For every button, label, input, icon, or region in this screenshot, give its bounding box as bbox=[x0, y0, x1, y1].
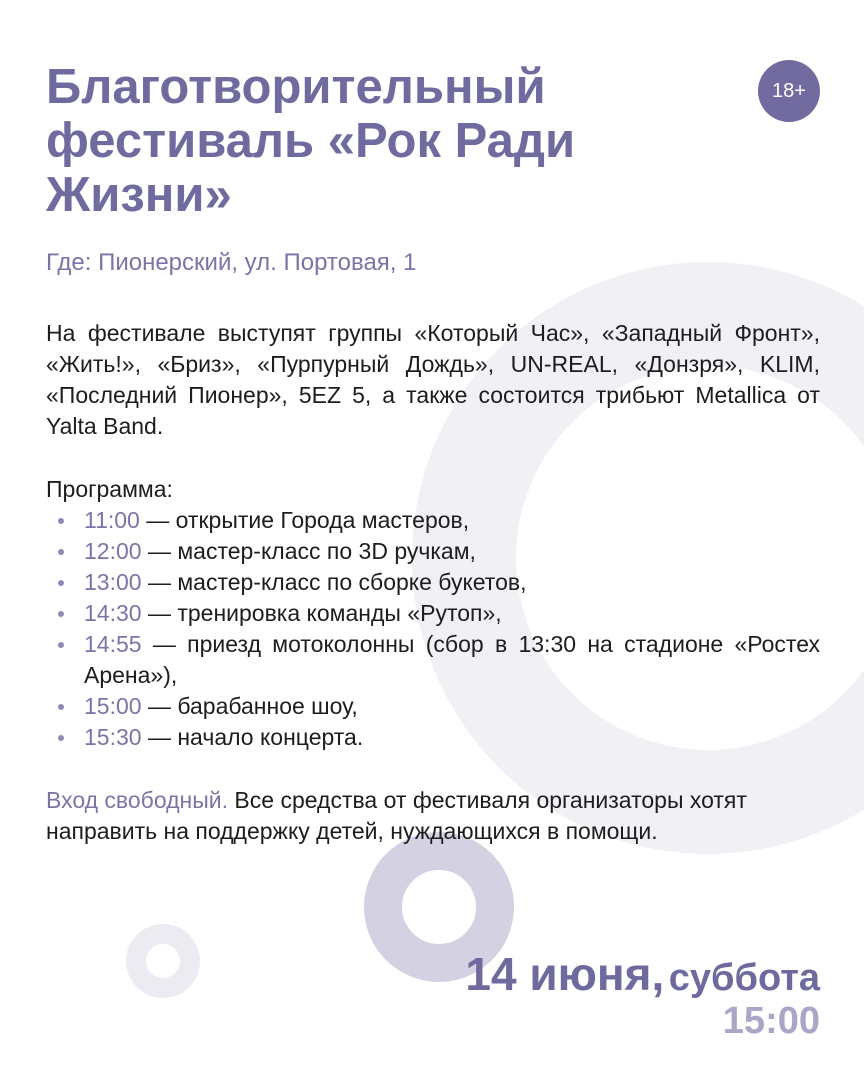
schedule-time: 15:00 bbox=[84, 693, 142, 719]
schedule-time: 12:00 bbox=[84, 538, 142, 564]
schedule-item bbox=[46, 691, 820, 722]
schedule-text: — приезд мотоколонны (сбор в 13:30 на стадионе «Ростех Арена»), bbox=[84, 631, 820, 688]
schedule-list bbox=[46, 505, 820, 753]
schedule-time: 14:55 bbox=[84, 631, 142, 657]
schedule-item bbox=[46, 598, 820, 629]
date-weekday: суббота bbox=[668, 957, 820, 999]
schedule-item bbox=[46, 629, 820, 691]
schedule-time: 11:00 bbox=[84, 507, 140, 533]
schedule-text: — открытие Города мастеров, bbox=[139, 507, 470, 533]
schedule-item bbox=[46, 536, 820, 567]
date-day: 14 июня, bbox=[465, 948, 665, 1000]
decorative-ring-small bbox=[126, 924, 200, 998]
entry-note bbox=[46, 785, 820, 847]
schedule-time: 15:30 bbox=[84, 724, 142, 750]
event-title: Благотворительный фестиваль «Рок Ради Жизни» bbox=[46, 60, 576, 222]
free-entry-label: Вход свободный. bbox=[46, 787, 229, 813]
bullet-icon bbox=[58, 611, 64, 617]
bullet-icon bbox=[58, 549, 64, 555]
schedule-text: — мастер-класс по сборке букетов, bbox=[141, 569, 527, 595]
bullet-icon bbox=[58, 735, 64, 741]
schedule-text: — тренировка команды «Рутоп», bbox=[141, 600, 502, 626]
schedule-item bbox=[46, 567, 820, 598]
bullet-icon bbox=[58, 704, 64, 710]
bullet-icon bbox=[58, 580, 64, 586]
age-rating-badge: 18+ bbox=[758, 60, 820, 122]
schedule-item bbox=[46, 722, 820, 753]
bullet-icon bbox=[58, 642, 64, 648]
bullet-icon bbox=[58, 518, 64, 524]
entry-text: Все средства от фестиваля организаторы хотят направить на поддержку детей, нуждающихся в помощи. bbox=[46, 787, 747, 844]
schedule-time: 14:30 bbox=[84, 600, 142, 626]
program-label: Программа: bbox=[46, 476, 173, 502]
event-location: Где: Пионерский, ул. Портовая, 1 bbox=[46, 249, 417, 276]
event-description: На фестивале выступят группы «Который Час», «Западный Фронт», «Жить!», «Бриз», «Пурпурный Дождь», UN-REAL, «Донзря», KLIM, «Последний Пионер», 5EZ 5, а также состоится трибьют Metallica от Yalta Band. bbox=[46, 320, 820, 439]
schedule-time: 13:00 bbox=[84, 569, 142, 595]
schedule-text: — начало концерта. bbox=[141, 724, 364, 750]
schedule-text: — мастер-класс по 3D ручкам, bbox=[141, 538, 476, 564]
schedule-text: — барабанное шоу, bbox=[141, 693, 358, 719]
event-start-time: 15:00 bbox=[722, 1000, 820, 1042]
schedule-item bbox=[46, 505, 820, 536]
